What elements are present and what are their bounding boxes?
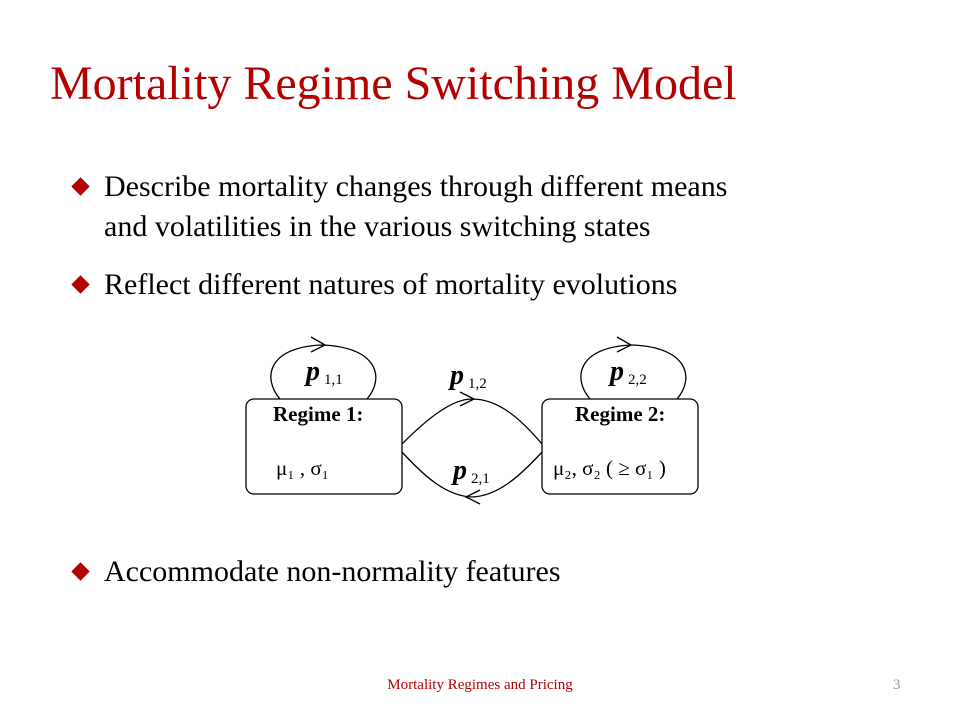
bullet-text-line: Describe mortality changes through different means <box>104 170 728 203</box>
p12-subscript: 1,2 <box>468 376 487 392</box>
p22-subscript: 2,2 <box>628 372 647 388</box>
footer-title: Mortality Regimes and Pricing <box>387 677 573 693</box>
self-loop-2 <box>581 345 686 399</box>
transition-arc-1-2 <box>402 399 542 444</box>
bullet-text-line: and volatilities in the various switching states <box>104 210 651 243</box>
transition-arc-2-1 <box>402 452 542 497</box>
regime-1-box <box>246 399 402 494</box>
p22-symbol: p <box>610 356 624 387</box>
regime-1-label: Regime 1: <box>273 402 364 426</box>
p11-symbol: p <box>306 356 320 387</box>
diamond-bullet-icon <box>72 563 90 581</box>
slide-title: Mortality Regime Switching Model <box>50 57 737 110</box>
p12-symbol: p <box>450 360 464 391</box>
arrowhead-icon <box>466 490 480 504</box>
p11-subscript: 1,1 <box>324 372 343 388</box>
diamond-bullet-icon <box>72 178 90 196</box>
bullet-item <box>72 265 677 305</box>
p21-subscript: 2,1 <box>471 471 490 487</box>
bullet-item <box>72 167 727 247</box>
diamond-bullet-icon <box>72 276 90 294</box>
regime-2-params: μ₂, σ₂ ( ≥ σ₁ ) <box>553 456 666 480</box>
regime-1-params: μ₁ , σ₁ <box>276 456 329 480</box>
p21-symbol: p <box>453 455 467 486</box>
bullet-text-line: Accommodate non-normality features <box>104 555 561 588</box>
regime-2-box <box>542 399 698 494</box>
self-loop-1 <box>271 345 376 399</box>
arrowhead-icon <box>460 392 474 406</box>
arrowhead-icon <box>311 337 325 352</box>
page-number: 3 <box>893 677 901 693</box>
arrowhead-icon <box>617 337 631 352</box>
bullet-text-line: Reflect different natures of mortality evolutions <box>104 268 678 301</box>
regime-2-label: Regime 2: <box>575 402 666 426</box>
bullet-item <box>72 552 561 592</box>
